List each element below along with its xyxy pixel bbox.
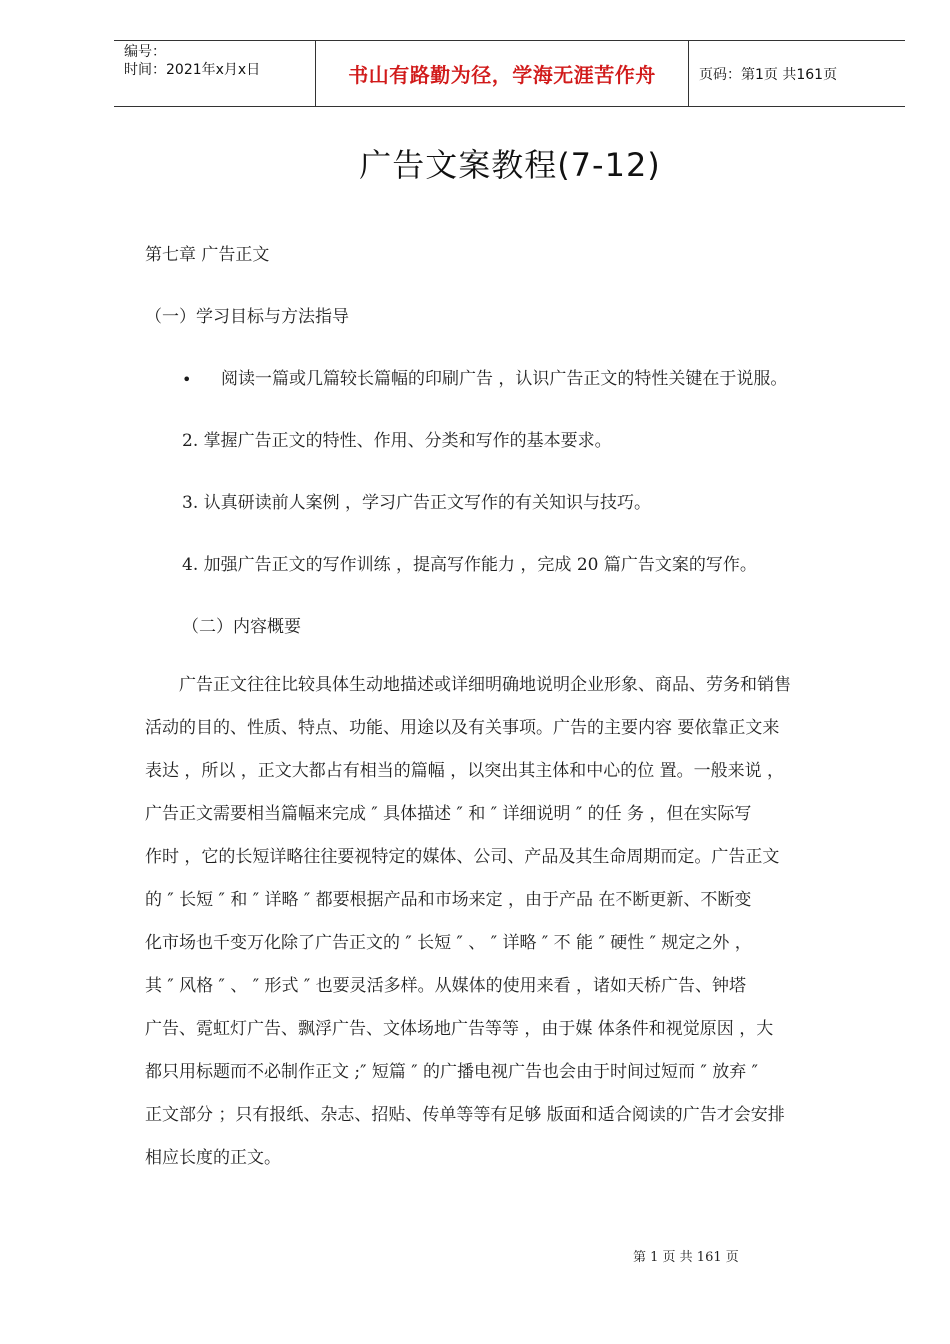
paragraph-line: 作时 ，它的长短详略往往要视特定的媒体、公司、产品及其生命周期而定。广告正文 [145,847,780,867]
document-title-text: 广告文案教程(7-12) [359,146,661,184]
document-date-label: 时间：2021年x月x日 [124,62,261,78]
paragraph-line: 正文部分 ；只有报纸、杂志、招贴、传单等等有足够 版面和适合阅读的广告才会安排 [145,1105,785,1125]
paragraph-line: 广告正文需要相当篇幅来完成 ″ 具体描述 ″ 和 ″ 详细说明 ″ 的任 务 ，但在实际写 [145,804,752,824]
paragraph-line: 相应长度的正文。 [145,1148,281,1168]
paragraph-line: 表达 ，所以 ，正文大都占有相当的篇幅 ，以突出其主体和中心的位 置。一般来说 ， [145,761,785,781]
header-meta-cell [114,41,316,106]
page-footer: 第 1 页 共 161 页 [633,1250,739,1265]
header-page-info: 页码：第1页 共161页 [699,66,838,83]
list-item: 阅读一篇或几篇较长篇幅的印刷广告 ，认识广告正文的特性关键在于说服。 [221,369,788,389]
bullet-icon: • [182,370,192,389]
paragraph-line: 其 ″ 风格 ″ 、 ″ 形式 ″ 也要灵活多样。从媒体的使用来看 ，诸如天桥广告、钟塔 [145,976,747,996]
chapter-heading: 第七章 广告正文 [145,245,270,265]
paragraph-line: 的 ″ 长短 ″ 和 ″ 详略 ″ 都要根据产品和市场来定 ，由于产品 在不断更新、不断变 [145,890,752,910]
paragraph-line: 广告、霓虹灯广告、飘浮广告、文体场地广告等等 ，由于媒 体条件和视觉原因 ，大 [145,1019,774,1039]
header-motto: 书山有路勤为径，学海无涯苦作舟 [316,41,689,106]
paragraph-line: 活动的目的、性质、特点、功能、用途以及有关事项。广告的主要内容 要依靠正文来 [145,718,780,738]
page-header [114,40,905,107]
section-heading-goals: （一）学习目标与方法指导 [145,307,349,327]
list-item: 3. 认真研读前人案例 ，学习广告正文写作的有关知识与技巧。 [182,493,652,513]
document-title [0,140,950,186]
section-heading-summary: （二）内容概要 [182,617,301,637]
list-item: 2. 掌握广告正文的特性、作用、分类和写作的基本要求。 [182,431,612,451]
paragraph-line: 都只用标题而不必制作正文 ;″ 短篇 ″ 的广播电视广告也会由于时间过短而 ″ 放弃 ″ [145,1062,758,1082]
paragraph-line: 化市场也千变万化除了广告正文的 ″ 长短 ″ 、 ″ 详略 ″ 不 能 ″ 硬性 ″ 规定之外 ， [145,933,752,953]
paragraph-line: 广告正文往往比较具体生动地描述或详细明确地说明企业形象、商品、劳务和销售 [145,675,791,695]
list-item: 4. 加强广告正文的写作训练 ，提高写作能力 ，完成 20 篇广告文案的写作。 [182,555,757,575]
document-id-label: 编号： [124,44,166,60]
summary-paragraph [145,664,885,1180]
